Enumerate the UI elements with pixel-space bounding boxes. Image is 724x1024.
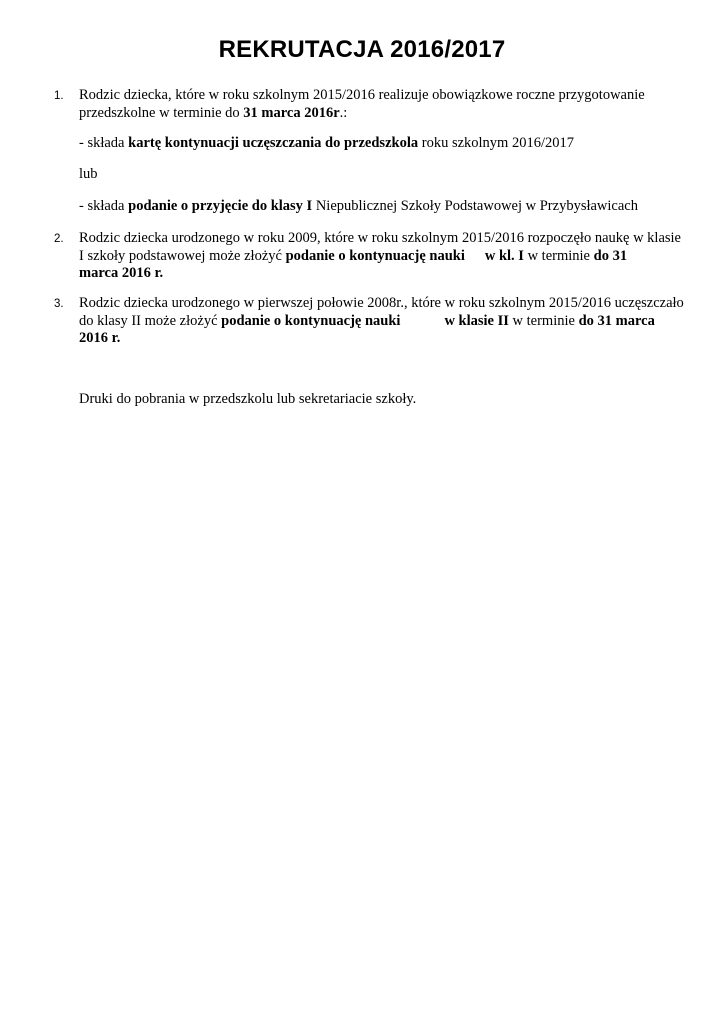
option-a-document: kartę kontynuacji uczęszczania do przedszkola bbox=[128, 135, 419, 151]
list-item-1 bbox=[54, 87, 679, 122]
item2-line1: Rodzic dziecka urodzonego w roku 2009, które w roku szkolnym 2015/2016 rozpoczęło naukę w klasie bbox=[79, 230, 681, 246]
list-item-number: 2. bbox=[54, 233, 64, 245]
item2-line2: I szkoły podstawowej może złożyć podanie o kontynuację nauki w kl. I w terminie do 31 bbox=[79, 247, 628, 264]
list-item-number: 3. bbox=[54, 298, 64, 310]
list-item-3 bbox=[54, 295, 684, 348]
item3-line2: do klasy II może złożyć podanie o kontynuację nauki w klasie II w terminie do 31 marca bbox=[79, 312, 655, 329]
option-a: - składa kartę kontynuacji uczęszczania do przedszkola roku szkolnym 2016/2017 bbox=[79, 135, 574, 151]
list-item-2 bbox=[54, 230, 681, 283]
item2-line3: marca 2016 r. bbox=[79, 265, 164, 281]
deadline-text: 31 marca 2016r bbox=[243, 104, 340, 121]
list-item-number: 1. bbox=[54, 90, 64, 102]
item3-line1: Rodzic dziecka urodzonego w pierwszej połowie 2008r., które w roku szkolnym 2015/2016 uczęszczało bbox=[79, 295, 684, 311]
item1-line2: przedszkolne w terminie do 31 marca 2016r.: bbox=[79, 104, 348, 121]
option-b: - składa podanie o przyjęcie do klasy I Niepublicznej Szkoły Podstawowej w Przybysławicach bbox=[79, 198, 638, 214]
item1-line1: Rodzic dziecka, które w roku szkolnym 2015/2016 realizuje obowiązkowe roczne przygotowanie bbox=[79, 87, 645, 103]
or-text: lub bbox=[79, 166, 98, 182]
option-b-document: podanie o przyjęcie do klasy I bbox=[128, 198, 313, 214]
item3-line3: 2016 r. bbox=[79, 330, 121, 346]
footer-note: Druki do pobrania w przedszkolu lub sekretariacie szkoły. bbox=[79, 391, 417, 407]
page-title: REKRUTACJA 2016/2017 bbox=[218, 36, 506, 63]
